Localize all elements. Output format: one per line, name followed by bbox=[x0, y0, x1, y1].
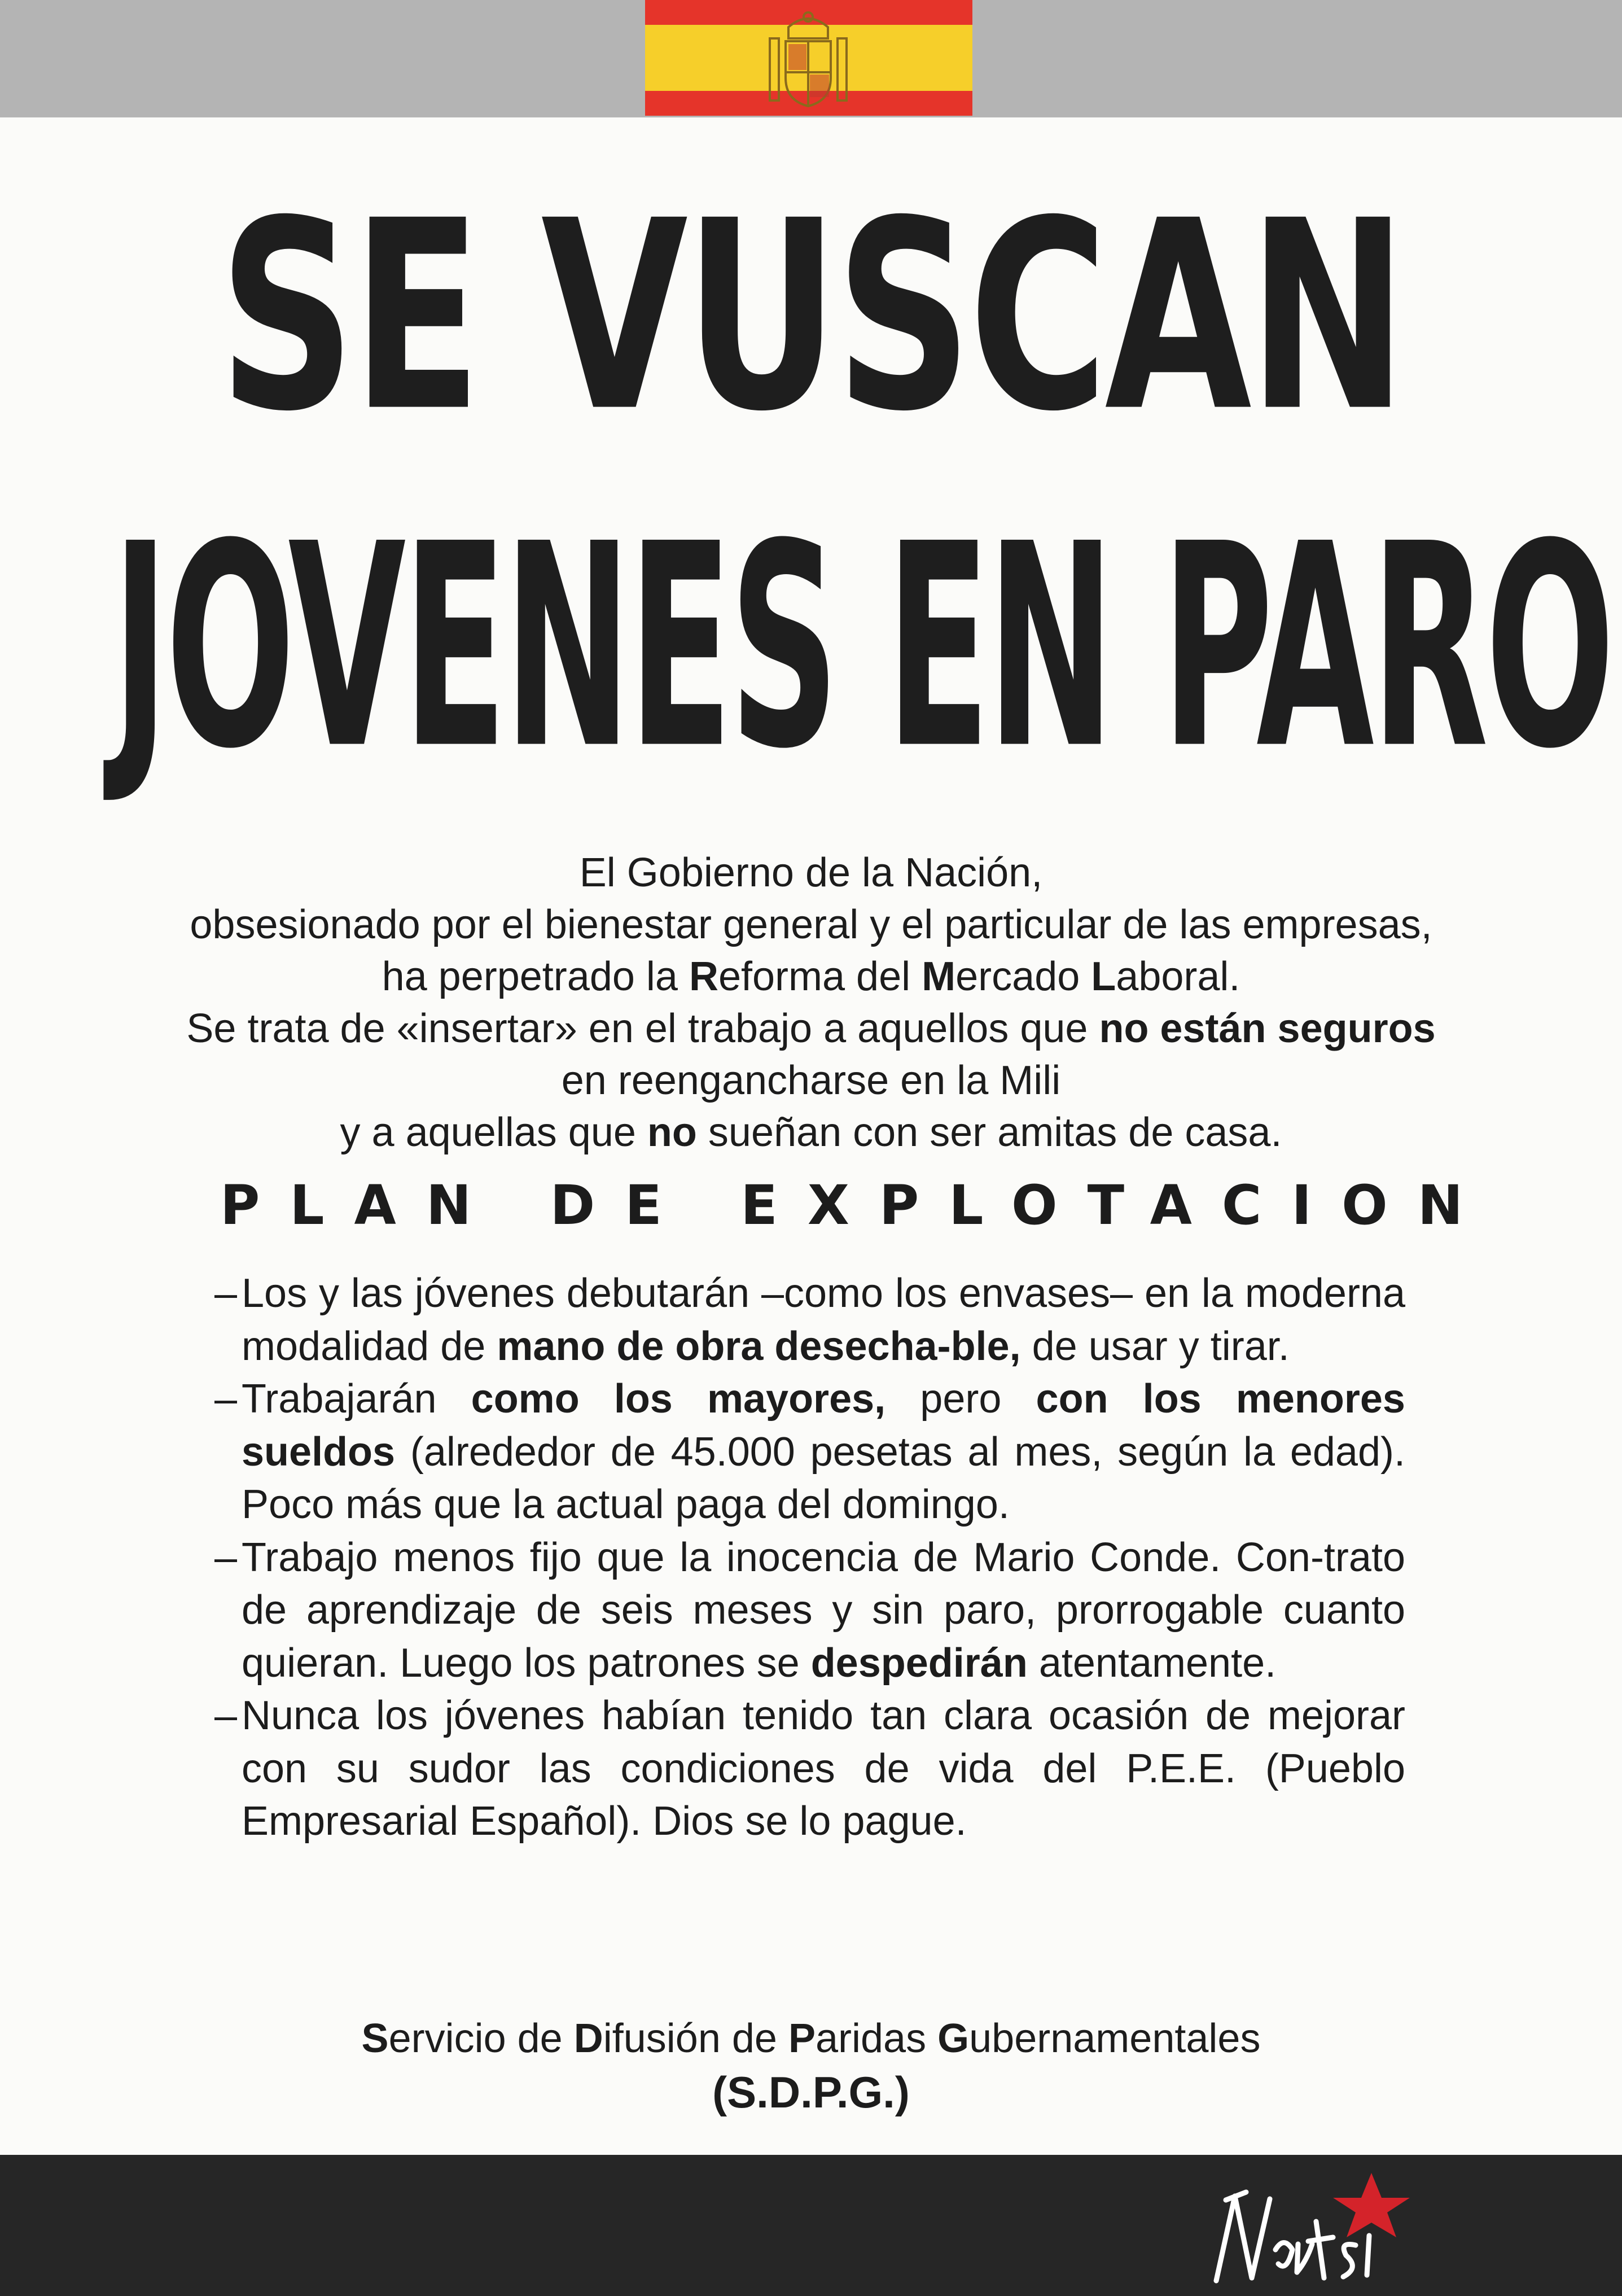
issuer-abbreviation: (S.D.P.G.) bbox=[712, 2067, 910, 2117]
intro-line: en reengancharse en la Mili bbox=[561, 1058, 1061, 1103]
intro-paragraph bbox=[0, 847, 1622, 1158]
plan-title: PLAN DE EXPLOTACION bbox=[220, 1174, 1493, 1237]
plan-points bbox=[214, 1267, 1405, 1848]
intro-line: ha perpetrado la Reforma del Mercado Laboral. bbox=[382, 954, 1240, 999]
coat-of-arms-icon bbox=[757, 5, 859, 112]
headline-line-2: JOVENES EN PARO bbox=[112, 484, 1612, 811]
red-star-icon bbox=[1333, 2173, 1410, 2237]
headline-line-1: SE VUSCAN bbox=[218, 165, 1404, 469]
plan-point: – Trabajarán como los mayores, pero con los menores sueldos (alrededor de 45.000 pesetas al mes, según la edad). Poco más que la actual paga del domingo. bbox=[214, 1376, 1405, 1527]
intro-line: y a aquellas que no sueñan con ser amitas de casa. bbox=[340, 1110, 1282, 1155]
signature-logo bbox=[1191, 2165, 1445, 2295]
intro-line: El Gobierno de la Nación, bbox=[579, 850, 1043, 895]
intro-line: obsesionado por el bienestar general y el particular de las empresas, bbox=[190, 902, 1432, 947]
plan-point: – Los y las jóvenes debutarán –como los envases– en la moderna modalidad de mano de obra desecha-ble, de usar y tirar. bbox=[214, 1271, 1405, 1369]
intro-line: Se trata de «insertar» en el trabajo a aquellos que no están seguros bbox=[186, 1006, 1436, 1051]
issuer-name: Servicio de Difusión de Paridas Gubernamentales bbox=[361, 2016, 1261, 2061]
plan-point: – Nunca los jóvenes habían tenido tan clara ocasión de mejorar con su sudor las condiciones de vida del P.E.E. (Pueblo Empresarial Español). Dios se lo pague. bbox=[214, 1693, 1405, 1844]
plan-point: – Trabajo menos fijo que la inocencia de Mario Conde. Con-trato de aprendizaje de seis meses y sin paro, prorrogable cuanto quieran. Luego los patrones se despedirán atentamente. bbox=[214, 1534, 1405, 1686]
